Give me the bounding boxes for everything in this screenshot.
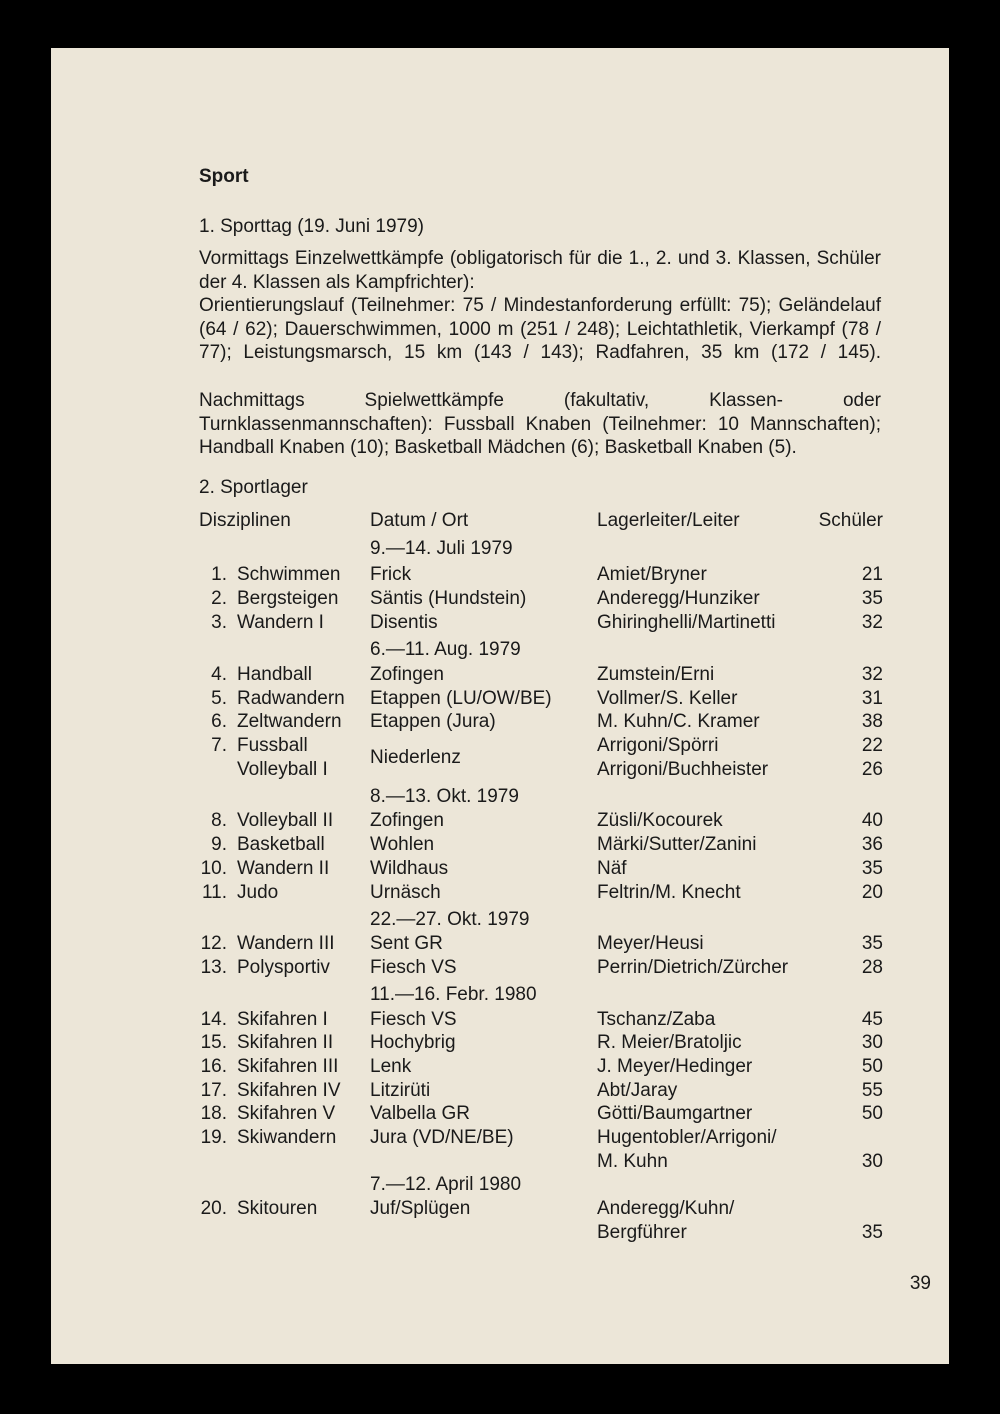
row-number: 18.: [200, 1103, 227, 1124]
table-row: [199, 1126, 883, 1150]
row-discipline: Handball: [237, 664, 312, 685]
row-students: 35: [861, 858, 883, 879]
table-row: [199, 563, 883, 587]
paragraph-nachmittags: Nachmittags Spielwettkämpfe (fakultativ, Klassen- oder Turnklassenmannschaften): Fussball Knaben (Teilnehmer: 10 Mannschaften); Handball Knaben (10); Basketball Mädchen (6); Basketball Knaben (5).: [199, 390, 881, 459]
table-header: [199, 509, 883, 533]
row-leader: Vollmer/S. Keller: [597, 688, 738, 709]
row-leader: Züsli/Kocourek: [597, 810, 723, 831]
row-leader: Amiet/Bryner: [597, 564, 707, 585]
row-location: Litzirüti: [370, 1080, 431, 1101]
row-discipline: Skiwandern: [237, 1127, 337, 1148]
row-discipline: Radwandern: [237, 688, 345, 709]
row-leader: Bergführer: [597, 1222, 687, 1243]
table-row: [199, 1102, 883, 1126]
row-discipline: Polysportiv: [237, 957, 330, 978]
table-row: [199, 758, 883, 782]
row-students: 50: [861, 1103, 883, 1124]
table-row: [199, 1221, 883, 1245]
row-number: 3.: [211, 612, 227, 633]
row-location: Jura (VD/NE/BE): [370, 1127, 514, 1148]
row-number: 20.: [200, 1198, 227, 1219]
row-leader: Götti/Baumgartner: [597, 1103, 753, 1124]
row-leader: Zumstein/Erni: [597, 664, 715, 685]
row-leader: Tschanz/Zaba: [597, 1009, 716, 1030]
row-location: Niederlenz: [370, 747, 461, 768]
table-row: [199, 687, 883, 711]
row-number: 12.: [200, 933, 227, 954]
row-location: Disentis: [370, 612, 438, 633]
row-number: 6.: [211, 711, 227, 732]
row-number: 5.: [211, 688, 227, 709]
row-students: 35: [861, 933, 883, 954]
table-row: [199, 932, 883, 956]
row-number: 19.: [200, 1127, 227, 1148]
table-row: [199, 734, 883, 768]
row-number: 8.: [211, 810, 227, 831]
row-discipline: Fussball: [237, 735, 308, 756]
row-location: Wohlen: [370, 834, 435, 855]
row-students: 31: [861, 688, 883, 709]
table-row: [199, 611, 883, 635]
paragraph-einzelwettkaempfe: Orientierungslauf (Teilnehmer: 75 / Mindestanforderung erfüllt: 75); Geländelauf (64 / 62); Dauerschwimmen, 1000 m (251 / 248); Leichtathletik, Vierkampf (78 / 77); Leistungsmarsch, 15 km (143 / 143); Radfahren, 35 km (172 / 145).: [199, 295, 881, 364]
date-group: 11.—16. Febr. 1980: [370, 984, 537, 1005]
table-row: [199, 1055, 883, 1079]
row-location: Juf/Splügen: [370, 1198, 471, 1219]
row-discipline: Skifahren I: [237, 1009, 328, 1030]
row-leader: Meyer/Heusi: [597, 933, 704, 954]
table-row: [199, 1008, 883, 1032]
row-location: Säntis (Hundstein): [370, 588, 527, 609]
row-discipline: Zeltwandern: [237, 711, 342, 732]
row-students: 45: [861, 1009, 883, 1030]
row-number: 16.: [200, 1056, 227, 1077]
date-group: 22.—27. Okt. 1979: [370, 909, 530, 930]
row-students: 32: [861, 612, 883, 633]
row-discipline: Wandern I: [237, 612, 324, 633]
row-location: Frick: [370, 564, 412, 585]
row-leader: Perrin/Dietrich/Zürcher: [597, 957, 789, 978]
row-leader: Arrigoni/Buchheister: [597, 759, 769, 780]
row-location: Wildhaus: [370, 858, 449, 879]
row-students: 40: [861, 810, 883, 831]
row-number: 13.: [200, 957, 227, 978]
table-row: [199, 833, 883, 857]
row-location: Zofingen: [370, 664, 444, 685]
row-leader: M. Kuhn/C. Kramer: [597, 711, 760, 732]
row-leader: Abt/Jaray: [597, 1080, 678, 1101]
header-schueler: Schüler: [818, 510, 883, 531]
row-discipline: Wandern II: [237, 858, 330, 879]
row-leader: Feltrin/M. Knecht: [597, 882, 741, 903]
paragraph-vormittags: Vormittags Einzelwettkämpfe (obligatorisch für die 1., 2. und 3. Klassen, Schüler der 4. Klassen als Kampfrichter):: [199, 248, 881, 293]
row-number: 4.: [211, 664, 227, 685]
row-discipline: Basketball: [237, 834, 325, 855]
row-leader: Arrigoni/Spörri: [597, 735, 719, 756]
row-discipline: Skitouren: [237, 1198, 318, 1219]
row-location: Etappen (Jura): [370, 711, 496, 732]
row-discipline: Skifahren II: [237, 1032, 334, 1053]
table-row: [199, 857, 883, 881]
page-number: 39: [909, 1273, 931, 1294]
header-leiter: Lagerleiter/Leiter: [597, 510, 740, 531]
row-number: 11.: [201, 882, 227, 903]
row-students: 21: [861, 564, 883, 585]
row-leader: Näf: [597, 858, 627, 879]
row-students: 30: [861, 1032, 883, 1053]
row-leader: Anderegg/Hunziker: [597, 588, 760, 609]
row-number: 2.: [211, 588, 227, 609]
row-discipline: Skifahren III: [237, 1056, 339, 1077]
row-location: Lenk: [370, 1056, 412, 1077]
row-number: 17.: [200, 1080, 227, 1101]
header-disziplinen: Disziplinen: [199, 510, 291, 531]
date-group: 8.—13. Okt. 1979: [370, 786, 519, 807]
row-number: 1.: [211, 564, 227, 585]
row-number: 14.: [200, 1009, 227, 1030]
row-students: 30: [861, 1151, 883, 1172]
table-row: [199, 587, 883, 611]
row-location: Fiesch VS: [370, 1009, 457, 1030]
row-location: Sent GR: [370, 933, 443, 954]
row-leader: Märki/Sutter/Zanini: [597, 834, 757, 855]
row-students: 36: [861, 834, 883, 855]
row-leader: Ghiringhelli/Martinetti: [597, 612, 776, 633]
row-leader: J. Meyer/Hedinger: [597, 1056, 753, 1077]
row-students: 26: [861, 759, 883, 780]
row-discipline: Bergsteigen: [237, 588, 339, 609]
row-location: Fiesch VS: [370, 957, 457, 978]
document-page: [51, 48, 949, 1364]
section-1-title: 1. Sporttag (19. Juni 1979): [199, 216, 424, 237]
row-leader: R. Meier/Bratoljic: [597, 1032, 742, 1053]
row-discipline: Volleyball I: [237, 759, 328, 780]
row-number: 9.: [211, 834, 227, 855]
row-discipline: Schwimmen: [237, 564, 341, 585]
row-students: 28: [861, 957, 883, 978]
row-students: 50: [861, 1056, 883, 1077]
row-discipline: Volleyball II: [237, 810, 334, 831]
row-location: Zofingen: [370, 810, 444, 831]
table-row: [199, 881, 883, 905]
row-leader: Hugentobler/Arrigoni/: [597, 1127, 777, 1148]
row-location: Etappen (LU/OW/BE): [370, 688, 552, 709]
table-row: [199, 1031, 883, 1055]
table-row: [199, 956, 883, 980]
row-leader: M. Kuhn: [597, 1151, 668, 1172]
table-row: [199, 663, 883, 687]
row-leader: Anderegg/Kuhn/: [597, 1198, 735, 1219]
page-heading: Sport: [199, 166, 249, 187]
table-row: [199, 710, 883, 734]
date-group: 9.—14. Juli 1979: [370, 538, 513, 559]
row-location: Valbella GR: [370, 1103, 470, 1124]
row-students: 35: [861, 588, 883, 609]
row-location: Hochybrig: [370, 1032, 456, 1053]
row-discipline: Skifahren V: [237, 1103, 336, 1124]
row-students: 35: [861, 1222, 883, 1243]
row-students: 38: [861, 711, 883, 732]
section-2-title: 2. Sportlager: [199, 477, 308, 498]
table-row: [199, 809, 883, 833]
date-group: 7.—12. April 1980: [370, 1174, 522, 1195]
row-students: 55: [861, 1080, 883, 1101]
header-datum-ort: Datum / Ort: [370, 510, 469, 531]
row-discipline: Skifahren IV: [237, 1080, 341, 1101]
row-students: 32: [861, 664, 883, 685]
row-discipline: Wandern III: [237, 933, 335, 954]
table-row: [199, 1079, 883, 1103]
table-row: [199, 1150, 883, 1174]
row-number: 10.: [200, 858, 227, 879]
row-students: 22: [861, 735, 883, 756]
row-location: Urnäsch: [370, 882, 441, 903]
table-row: [199, 1197, 883, 1221]
row-discipline: Judo: [237, 882, 279, 903]
row-number: 15.: [200, 1032, 227, 1053]
row-students: 20: [861, 882, 883, 903]
row-number: 7.: [211, 735, 227, 756]
date-group: 6.—11. Aug. 1979: [370, 639, 521, 660]
